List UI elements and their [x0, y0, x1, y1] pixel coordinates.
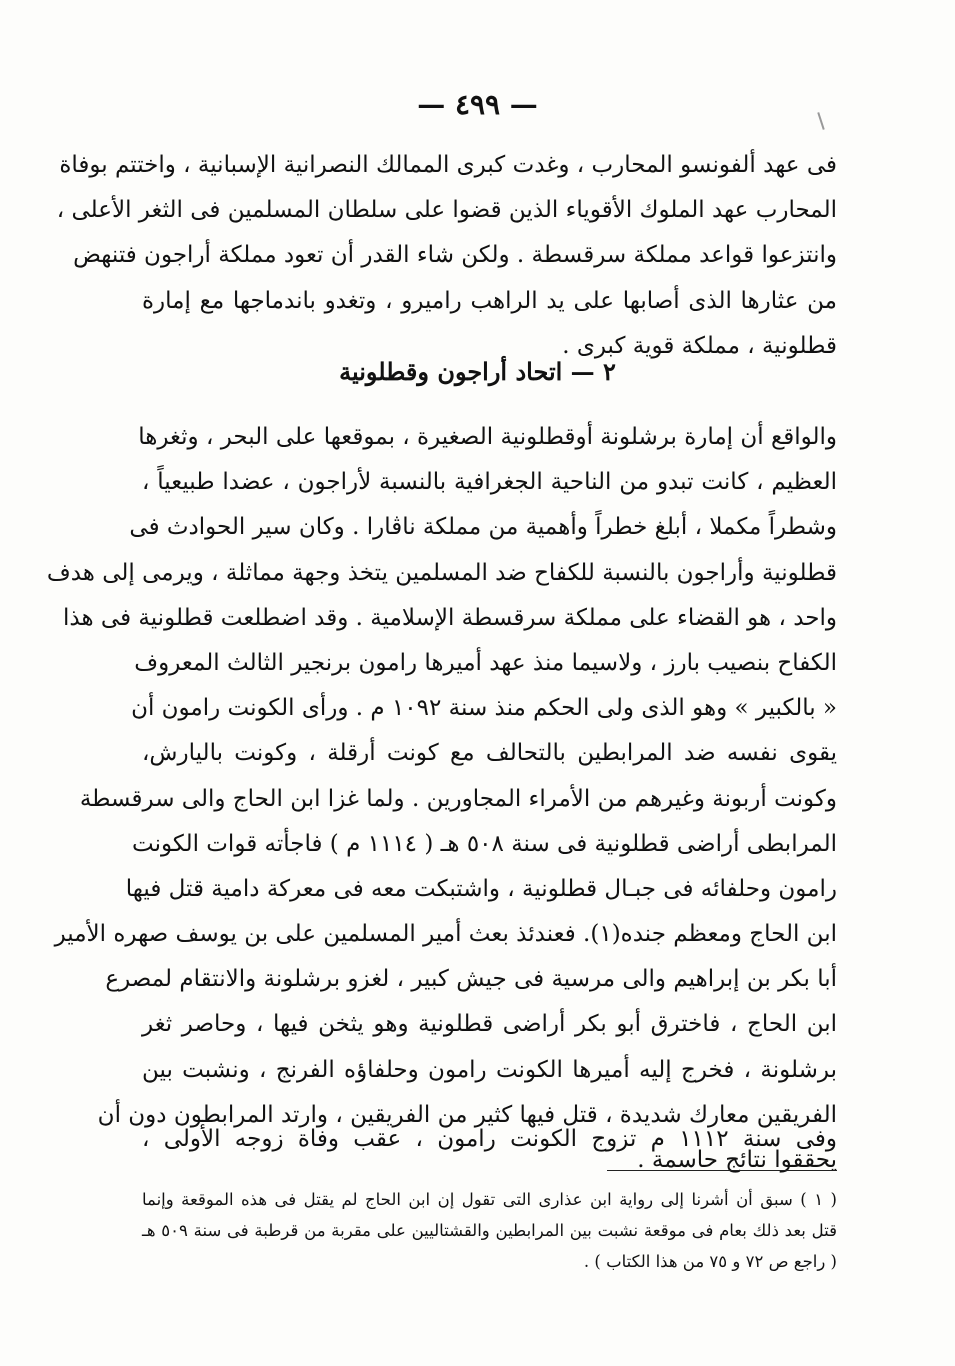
text-line: من عثارها الذى أصابها على يد الراهب راميرو ، وتغدو باندماجها مع إمارة	[142, 287, 837, 314]
section-heading: ٢ — اتحاد أراجون وقطلونية	[339, 357, 616, 386]
footnote-line: قتل بعد ذلك بعام فى موقعة نشبت بين المرابطين والقشتاليين على مقربة من قرطبة فى سنة ٥٠٩ هـ	[142, 1221, 837, 1240]
footnote	[142, 1184, 837, 1277]
intro-paragraph	[56, 143, 837, 369]
closing-paragraph	[142, 1117, 837, 1162]
text-line: يقوى نفسه ضد المرابطين بالتحالف مع كونت أرقلة ، وكونت باليارش،	[142, 740, 837, 767]
text-line: « بالكبير » وهو الذى ولى الحكم منذ سنة ١٠٩٢ م . ورأى الكونت رامون أن	[131, 695, 837, 722]
text-line: المحارب عهد الملوك الأقوياء الذين قضوا على سلطان المسلمين فى الثغر الأعلى ،	[56, 197, 837, 224]
text-line: ابن الحاج ، فاخترق أبو بكر أراضى قطلونية وهو يثخن فيها ، وحاصر ثغر	[142, 1011, 837, 1038]
text-line: فى عهد ألفونسو المحارب ، وغدت كبرى الممالك النصرانية الإسبانية ، واختتم بوفاة	[59, 152, 837, 178]
text-line: وفى سنة ١١١٢ م تزوج الكونت رامون ، عقب وفاة زوجه الأولى ،	[142, 1126, 837, 1152]
text-line: العظيم ، كانت تبدو من الناحية الجغرافية بالنسبة لأراجون ، عضدا طبيعياً ،	[142, 469, 837, 496]
body-paragraph	[46, 415, 837, 1183]
page-number: — ٤٩٩ —	[417, 88, 538, 121]
text-line: والواقع أن إمارة برشلونة أوقطلونية الصغيرة ، بموقعها على البحر ، وثغرها	[138, 424, 837, 450]
text-line: أبا بكر بن إبراهيم والى مرسية فى جيش كبير ، لغزو برشلونة والانتقام لمصرع	[105, 966, 837, 993]
text-line: وكونت أربونة وغيرهم من الأمراء المجاورين . ولما غزا ابن الحاج والى سرقسطة	[79, 785, 837, 812]
footnote-line: ( راجع ص ٧٢ و ٧٥ من هذا الكتاب ) .	[583, 1252, 837, 1271]
text-line: قطلونية ، مملكة قوية كبرى .	[562, 332, 837, 359]
text-line: واحد ، هو القضاء على مملكة سرقسطة الإسلامية . وقد اضطلعت قطلونية فى هذا	[63, 604, 837, 631]
text-line: يحققوا نتائج حاسمة .	[637, 1147, 837, 1173]
text-line: الفريقين معارك شديدة ، قتل فيها كثير من الفريقين ، وارتد المرابطون دون أن	[97, 1101, 837, 1128]
text-line: ابن الحاج ومعظم جنده(١). فعندئذ بعث أمير المسلمين على بن يوسف صهره الأمير	[54, 921, 837, 948]
text-line: وانتزعوا قواعد مملكة سرقسطة . ولكن شاء القدر أن تعود مملكة أراجون فتنهض	[73, 242, 837, 269]
text-line: الكفاح بنصيب بارز ، ولاسيما منذ عهد أميرها رامون برنجير الثالث المعروف	[134, 649, 837, 676]
text-line: قطلونية وأراجون بالنسبة للكفاح ضد المسلمين يتخذ وجهة مماثلة ، ويرمى إلى هدف	[46, 559, 837, 586]
footnote-line: ( ١ ) سبق أن أشرنا إلى رواية ابن عذارى التى تقول إن ابن الحاج لم يقتل فى هذه الموقعة وإنما	[142, 1190, 837, 1209]
footnote-divider	[607, 1170, 837, 1171]
text-line: رامون وحلفائه فى جبـال قطلونية ، واشتبكت معه فى معركة دامية قتل فيها	[125, 875, 837, 902]
text-line: برشلونة ، فخرج إليه أميرها الكونت رامون وحلفاؤه الفرنج ، ونشبت بين	[142, 1056, 837, 1083]
text-line: وشطراً مكملا ، أبلغ خطراً وأهمية من مملكة ناڤارا . وكان سير الحوادث فى	[129, 514, 837, 541]
text-line: المرابطى أراضى قطلونية فى سنة ٥٠٨ هـ ( ١١١٤ م ) فاجأته قوات الكونت	[132, 830, 837, 857]
